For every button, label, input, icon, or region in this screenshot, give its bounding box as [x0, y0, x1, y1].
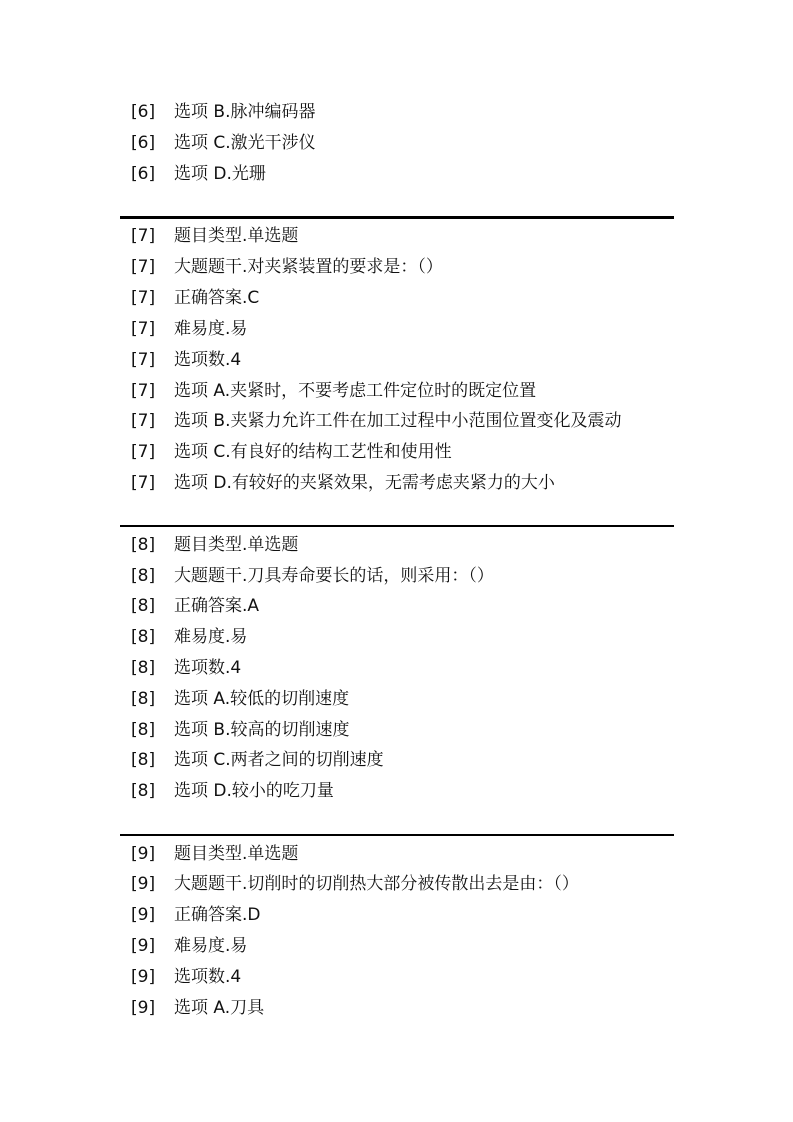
line-q8-type	[131, 533, 298, 557]
line-q7-option-a	[131, 379, 536, 403]
line-q6-option-d	[131, 162, 266, 186]
line-text: 选项 A.刀具	[174, 998, 265, 1018]
line-q9-answer	[131, 903, 261, 927]
line-text: 选项 A.夹紧时，不要考虑工件定位时的既定位置	[174, 381, 537, 401]
section-divider	[120, 834, 674, 836]
line-q7-option-d	[131, 471, 555, 495]
line-text: 选项 C.激光干涉仪	[174, 133, 316, 153]
question-number: [9]	[131, 967, 156, 987]
line-text: 选项数.4	[174, 967, 242, 987]
question-number: [7]	[131, 288, 156, 308]
line-text: 题目类型.单选题	[174, 844, 299, 864]
line-text: 难易度.易	[174, 319, 248, 339]
question-number: [7]	[131, 226, 156, 246]
line-text: 题目类型.单选题	[174, 226, 299, 246]
question-number: [8]	[131, 781, 156, 801]
line-q7-answer	[131, 286, 259, 310]
line-q7-type	[131, 224, 298, 248]
line-text: 选项 B.脉冲编码器	[174, 102, 316, 122]
line-text: 大题题干.刀具寿命要长的话，则采用：（）	[174, 566, 494, 586]
line-q6-option-b	[131, 100, 315, 124]
line-q8-option-count	[131, 656, 241, 680]
question-number: [7]	[131, 381, 156, 401]
line-q7-difficulty	[131, 317, 247, 341]
line-text: 大题题干.切削时的切削热大部分被传散出去是由：（）	[174, 874, 579, 894]
line-q6-option-c	[131, 131, 316, 155]
line-text: 题目类型.单选题	[174, 535, 299, 555]
question-number: [8]	[131, 689, 156, 709]
line-text: 选项 B.夹紧力允许工件在加工过程中小范围位置变化及震动	[174, 411, 622, 431]
line-text: 选项 C.有良好的结构工艺性和使用性	[174, 442, 452, 462]
question-number: [9]	[131, 936, 156, 956]
line-q7-stem	[131, 255, 443, 279]
line-q7-option-b	[131, 409, 621, 433]
question-number: [9]	[131, 874, 156, 894]
question-number: [8]	[131, 627, 156, 647]
question-number: [8]	[131, 535, 156, 555]
question-number: [8]	[131, 750, 156, 770]
line-q9-option-count	[131, 965, 241, 989]
line-text: 难易度.易	[174, 936, 248, 956]
question-number: [8]	[131, 720, 156, 740]
question-number: [6]	[131, 102, 156, 122]
line-text: 难易度.易	[174, 627, 248, 647]
question-number: [7]	[131, 473, 156, 493]
line-q8-difficulty	[131, 625, 247, 649]
question-number: [9]	[131, 905, 156, 925]
line-q8-option-a	[131, 687, 349, 711]
question-number: [7]	[131, 257, 156, 277]
question-number: [9]	[131, 998, 156, 1018]
question-number: [8]	[131, 596, 156, 616]
line-text: 选项 D.有较好的夹紧效果，无需考虑夹紧力的大小	[174, 473, 555, 493]
line-q9-option-a	[131, 996, 264, 1020]
line-text: 选项数.4	[174, 658, 242, 678]
line-text: 选项 B.较高的切削速度	[174, 720, 350, 740]
question-number: [7]	[131, 319, 156, 339]
line-q8-answer	[131, 594, 259, 618]
question-number: [7]	[131, 442, 156, 462]
line-q8-option-b	[131, 718, 349, 742]
line-text: 选项 D.较小的吃刀量	[174, 781, 334, 801]
question-number: [9]	[131, 844, 156, 864]
line-text: 大题题干.对夹紧装置的要求是：（）	[174, 257, 443, 277]
line-text: 选项 C.两者之间的切削速度	[174, 750, 384, 770]
line-text: 正确答案.D	[174, 905, 261, 925]
line-text: 选项 D.光珊	[174, 164, 266, 184]
line-q7-option-c	[131, 440, 452, 464]
line-q9-type	[131, 842, 298, 866]
line-text: 选项 A.较低的切削速度	[174, 689, 350, 709]
line-q7-option-count	[131, 348, 241, 372]
line-text: 正确答案.C	[174, 288, 260, 308]
question-number: [6]	[131, 133, 156, 153]
question-number: [8]	[131, 658, 156, 678]
line-text: 正确答案.A	[174, 596, 260, 616]
line-q8-option-c	[131, 748, 384, 772]
section-divider	[120, 216, 674, 219]
line-text: 选项数.4	[174, 350, 242, 370]
line-q9-stem	[131, 872, 579, 896]
question-number: [7]	[131, 350, 156, 370]
question-number: [6]	[131, 164, 156, 184]
line-q8-option-d	[131, 779, 334, 803]
question-number: [7]	[131, 411, 156, 431]
line-q8-stem	[131, 564, 494, 588]
section-divider	[120, 525, 674, 527]
line-q9-difficulty	[131, 934, 247, 958]
question-number: [8]	[131, 566, 156, 586]
